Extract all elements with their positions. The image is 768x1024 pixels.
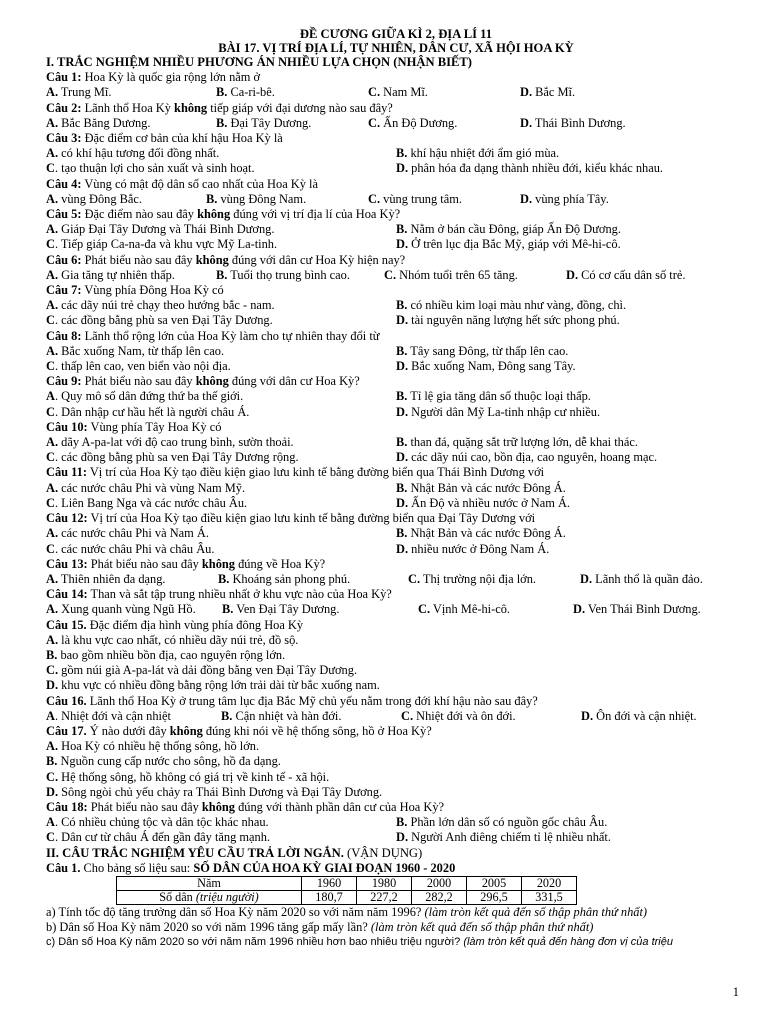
q18-option-d: D. Người Anh điêng chiếm tỉ lệ nhiều nhất. — [396, 830, 611, 845]
q15-option-b: B. bao gồm nhiều bồn địa, cao nguyên rộng lớn. — [46, 647, 286, 662]
q14-option-d: D. Ven Thái Bình Dương. — [573, 602, 701, 617]
lesson-title: BÀI 17. VỊ TRÍ ĐỊA LÍ, TỰ NHIÊN, DÂN CƯ, XÃ HỘI HOA KỲ — [218, 41, 574, 55]
table-row — [117, 890, 577, 904]
q1-options — [46, 85, 746, 100]
q2-option-c: C. Ấn Độ Dương. — [368, 115, 458, 130]
q3-options-ab — [46, 146, 746, 161]
q16-option-b: B. Cận nhiệt và hàn đới. — [221, 708, 342, 723]
table-row — [117, 876, 577, 890]
q11-option-d: D. Ấn Độ và nhiều nước ở Nam Á. — [396, 495, 570, 510]
q12-option-b: B. Nhật Bản và các nước Đông Á. — [396, 526, 566, 541]
document-page — [46, 27, 746, 951]
q5-option-a: A. Giáp Đại Tây Dương và Thái Bình Dương. — [46, 222, 275, 237]
q7-options-cd — [46, 313, 746, 328]
q8-option-b: B. Tây sang Đông, từ thấp lên cao. — [396, 343, 569, 358]
q4-option-d: D. vùng phía Tây. — [520, 191, 609, 206]
q6-option-c: C. Nhóm tuổi trên 65 tăng. — [384, 267, 518, 282]
q9-option-d: D. Người dân Mỹ La-tinh nhập cư nhiều. — [396, 404, 601, 419]
section-1-heading: I. TRẮC NGHIỆM NHIỀU PHƯƠNG ÁN NHIỀU LỰA CHỌN (NHẬN BIẾT) — [46, 55, 472, 69]
q16-options — [46, 709, 746, 724]
q6-option-d: D. Có cơ cấu dân số trẻ. — [566, 267, 686, 282]
q12-option-a: A. các nước châu Phi và Nam Á. — [46, 526, 209, 541]
question-16: Câu 16. Lãnh thổ Hoa Kỳ ở trung tâm lục địa Bắc Mỹ chủ yếu nằm trong đới khí hậu nào sau đây? — [46, 693, 538, 708]
question-11: Câu 11: Vị trí của Hoa Kỳ tạo điều kiện giao lưu kinh tế bằng đường biển qua Thái Bình Dương với — [46, 465, 545, 480]
q9-options-cd — [46, 405, 746, 420]
q15-option-a: A. là khu vực cao nhất, có nhiều dãy núi trẻ, đồ sộ. — [46, 632, 299, 647]
q15-option-c: C. gồm núi già A-pa-lát và dải đồng bằng ven Đại Tây Dương. — [46, 663, 358, 678]
q13-option-b: B. Khoáng sản phong phú. — [218, 571, 351, 586]
question-13: Câu 13: Phát biểu nào sau đây không đúng về Hoa Kỳ? — [46, 556, 326, 571]
question-2: Câu 2: Lãnh thổ Hoa Kỳ không tiếp giáp với đại dương nào sau đây? — [46, 100, 393, 115]
q10-options-ab — [46, 435, 746, 450]
table-title: SỐ DÂN CỦA HOA KỲ GIAI ĐOẠN 1960 - 2020 — [193, 860, 456, 875]
q8-option-d: D. Bắc xuống Nam, Đông sang Tây. — [396, 359, 576, 374]
q3-option-a: A. có khí hậu tương đối đồng nhất. — [46, 146, 220, 161]
q14-option-c: C. Vịnh Mê-hi-cô. — [418, 602, 510, 617]
table-cell: 2000 — [412, 876, 467, 890]
table-cell: 331,5 — [522, 890, 577, 904]
q9-option-a: A. Quy mô số dân đứng thứ ba thế giới. — [46, 389, 244, 404]
q14-options — [46, 602, 746, 617]
q5-option-b: B. Nằm ở bán cầu Đông, giáp Ấn Độ Dương. — [396, 222, 621, 237]
q5-option-d: D. Ở trên lục địa Bắc Mỹ, giáp với Mê-hi-cô. — [396, 237, 621, 252]
q8-option-a: A. Bắc xuống Nam, từ thấp lên cao. — [46, 343, 225, 358]
q7-option-d: D. tài nguyên năng lượng hết sức phong phú. — [396, 313, 620, 328]
q12-option-d: D. nhiều nước ở Đông Nam Á. — [396, 541, 550, 556]
q3-option-b: B. khí hậu nhiệt đới ẩm gió mùa. — [396, 146, 560, 161]
q5-options-cd — [46, 237, 746, 252]
table-cell: 296,5 — [467, 890, 522, 904]
question-12: Câu 12: Vị trí của Hoa Kỳ tạo điều kiện giao lưu kinh tế bằng đường biển qua Đại Tây Dương với — [46, 511, 536, 526]
table-cell: 180,7 — [302, 890, 357, 904]
q2-option-a: A. Bắc Băng Dương. — [46, 115, 151, 130]
q5-options-ab — [46, 222, 746, 237]
q12-options-cd — [46, 542, 746, 557]
table-cell: 282,2 — [412, 890, 467, 904]
problem-1c: c) Dân số Hoa Kỳ năm 2020 so với năm năm 1996 nhiều hơn bao nhiêu triệu người? (làm tròn kết quả đến hàng đơn vị của triệu — [46, 936, 673, 949]
q14-option-a: A. Xung quanh vùng Ngũ Hồ. — [46, 602, 196, 617]
q6-option-a: A. Gia tăng tự nhiên thấp. — [46, 267, 175, 282]
problem-1a: a) Tính tốc độ tăng trưởng dân số Hoa Kỳ năm 2020 so với năm năm 1996? (làm tròn kết quả đến số thập phân thứ nhất) — [46, 904, 648, 919]
doc-title: ĐỀ CƯƠNG GIỮA KÌ 2, ĐỊA LÍ 11 — [299, 27, 493, 41]
question-1: Câu 1: Hoa Kỳ là quốc gia rộng lớn nằm ở — [46, 70, 261, 85]
q13-option-a: A. Thiên nhiên đa dạng. — [46, 571, 166, 586]
q4-option-b: B. vùng Đông Nam. — [206, 191, 307, 206]
q9-option-c: C. Dân nhập cư hầu hết là người châu Á. — [46, 404, 250, 419]
q10-option-d: D. các dãy núi cao, bồn địa, cao nguyên, hoang mạc. — [396, 450, 658, 465]
q2-option-b: B. Đại Tây Dương. — [216, 115, 312, 130]
q8-options-ab — [46, 344, 746, 359]
q12-option-c: C. các nước châu Phi và châu Âu. — [46, 541, 215, 556]
q14-option-b: B. Ven Đại Tây Dương. — [222, 602, 340, 617]
q11-option-c: C. Liên Bang Nga và các nước châu Âu. — [46, 495, 248, 510]
q16-option-d: D. Ôn đới và cận nhiệt. — [581, 708, 697, 723]
q11-options-ab — [46, 481, 746, 496]
table-cell: 2005 — [467, 876, 522, 890]
q9-options-ab — [46, 389, 746, 404]
q3-option-d: D. phân hóa đa dạng thành nhiều đới, kiểu khác nhau. — [396, 161, 664, 176]
q11-option-a: A. các nước châu Phi và vùng Nam Mỹ. — [46, 480, 246, 495]
q15-option-d: D. khu vực có nhiều đồng bằng rộng lớn trải dài từ bắc xuống nam. — [46, 678, 380, 693]
q17-option-a: A. Hoa Kỳ có nhiều hệ thống sông, hồ lớn. — [46, 739, 260, 754]
section-2-heading: II. CÂU TRẮC NGHIỆM YÊU CẦU TRẢ LỜI NGẮN. (VẬN DỤNG) — [46, 845, 423, 860]
q10-option-c: C. các đồng bằng phù sa ven Đại Tây Dương rộng. — [46, 450, 299, 465]
q17-option-b: B. Nguồn cung cấp nước cho sông, hồ đa dạng. — [46, 754, 281, 769]
question-3: Câu 3: Đặc điểm cơ bản của khí hậu Hoa Kỳ là — [46, 131, 283, 146]
table-header-year: Năm — [117, 876, 302, 890]
q2-option-d: D. Thái Bình Dương. — [520, 115, 626, 130]
q18-option-a: A. Có nhiều chủng tộc và dân tộc khác nhau. — [46, 815, 269, 830]
q4-options — [46, 192, 746, 207]
q2-options — [46, 116, 746, 131]
q12-options-ab — [46, 526, 746, 541]
question-15: Câu 15. Đặc điểm địa hình vùng phía đông Hoa Kỳ — [46, 617, 304, 632]
q18-options-cd — [46, 830, 746, 845]
q1-option-b: B. Ca-ri-bê. — [216, 85, 275, 100]
q5-option-c: C. Tiếp giáp Ca-na-đa và khu vực Mỹ La-tinh. — [46, 237, 278, 252]
q13-option-c: C. Thị trường nội địa lớn. — [408, 571, 537, 586]
q16-option-a: A. Nhiệt đới và cận nhiệt — [46, 708, 171, 723]
q11-options-cd — [46, 496, 746, 511]
q7-option-b: B. có nhiều kim loại màu như vàng, đồng, chì. — [396, 298, 627, 313]
q16-option-c: C. Nhiệt đới và ôn đới. — [401, 708, 516, 723]
question-5: Câu 5: Đặc điểm nào sau đây không đúng với vị trí địa lí của Hoa Kỳ? — [46, 207, 401, 222]
question-6: Câu 6: Phát biểu nào sau đây không đúng với dân cư Hoa Kỳ hiện nay? — [46, 252, 406, 267]
q3-option-c: C. tạo thuận lợi cho sản xuất và sinh hoạt. — [46, 161, 255, 176]
q1-option-a: A. Trung Mĩ. — [46, 85, 112, 100]
table-cell: 1980 — [357, 876, 412, 890]
q10-option-a: A. dãy A-pa-lat với độ cao trung bình, sườn thoải. — [46, 435, 294, 450]
q18-options-ab — [46, 815, 746, 830]
question-9: Câu 9: Phát biểu nào sau đây không đúng với dân cư Hoa Kỳ? — [46, 374, 360, 389]
q18-option-c: C. Dân cư từ châu Á đến gần đây tăng mạnh. — [46, 830, 271, 845]
page-number: 1 — [732, 985, 739, 999]
q7-options-ab — [46, 298, 746, 313]
q1-option-c: C. Nam Mĩ. — [368, 85, 428, 100]
question-8: Câu 8: Lãnh thổ rộng lớn của Hoa Kỳ làm cho tự nhiên thay đổi từ — [46, 328, 380, 343]
q11-option-b: B. Nhật Bản và các nước Đông Á. — [396, 480, 566, 495]
q1-option-d: D. Bắc Mĩ. — [520, 85, 576, 100]
problem-1: Câu 1. Cho bảng số liệu sau: SỐ DÂN CỦA HOA KỲ GIAI ĐOẠN 1960 - 2020 — [46, 860, 456, 875]
table-header-population: Số dân (triệu người) — [117, 890, 302, 904]
problem-1b: b) Dân số Hoa Kỳ năm 2020 so với năm 1996 tăng gấp mấy lần? (làm tròn kết quả đến số thập phân thứ nhất) — [46, 920, 594, 935]
q18-option-b: B. Phần lớn dân số có nguồn gốc châu Âu. — [396, 815, 608, 830]
q17-option-c: C. Hệ thống sông, hồ không có giá trị về kinh tế - xã hội. — [46, 769, 330, 784]
q3-options-cd — [46, 161, 746, 176]
question-18: Câu 18: Phát biểu nào sau đây không đúng với thành phần dân cư của Hoa Kỳ? — [46, 799, 445, 814]
q8-option-c: C. thấp lên cao, ven biển vào nội địa. — [46, 359, 231, 374]
question-4: Câu 4: Vùng có mật độ dân số cao nhất của Hoa Kỳ là — [46, 176, 318, 191]
q6-options — [46, 268, 746, 283]
question-17: Câu 17. Ý nào dưới đây không đúng khi nói về hệ thống sông, hồ ở Hoa Kỳ? — [46, 723, 432, 738]
table-cell: 2020 — [522, 876, 577, 890]
q4-option-a: A. vùng Đông Bắc. — [46, 191, 143, 206]
q6-option-b: B. Tuổi thọ trung bình cao. — [216, 267, 350, 282]
question-10: Câu 10: Vùng phía Tây Hoa Kỳ có — [46, 419, 222, 434]
q9-option-b: B. Tỉ lệ gia tăng dân số thuộc loại thấp. — [396, 389, 591, 404]
table-cell: 1960 — [302, 876, 357, 890]
table-cell: 227,2 — [357, 890, 412, 904]
population-table — [116, 876, 577, 905]
q13-options — [46, 572, 746, 587]
question-7: Câu 7: Vùng phía Đông Hoa Kỳ có — [46, 283, 224, 298]
q13-option-d: D. Lãnh thổ là quần đảo. — [580, 571, 703, 586]
question-14: Câu 14: Than và sắt tập trung nhiều nhất ở khu vực nào của Hoa Kỳ? — [46, 587, 392, 602]
q7-option-c: C. các đồng bằng phù sa ven Đại Tây Dương. — [46, 313, 273, 328]
q8-options-cd — [46, 359, 746, 374]
q10-option-b: B. than đá, quặng sắt trữ lượng lớn, dễ khai thác. — [396, 435, 638, 450]
q7-option-a: A. các dãy núi trẻ chạy theo hướng bắc - nam. — [46, 298, 275, 313]
q4-option-c: C. vùng trung tâm. — [368, 191, 462, 206]
q17-option-d: D. Sông ngòi chủ yếu chảy ra Thái Bình Dương và Đại Tây Dương. — [46, 784, 383, 799]
q10-options-cd — [46, 450, 746, 465]
